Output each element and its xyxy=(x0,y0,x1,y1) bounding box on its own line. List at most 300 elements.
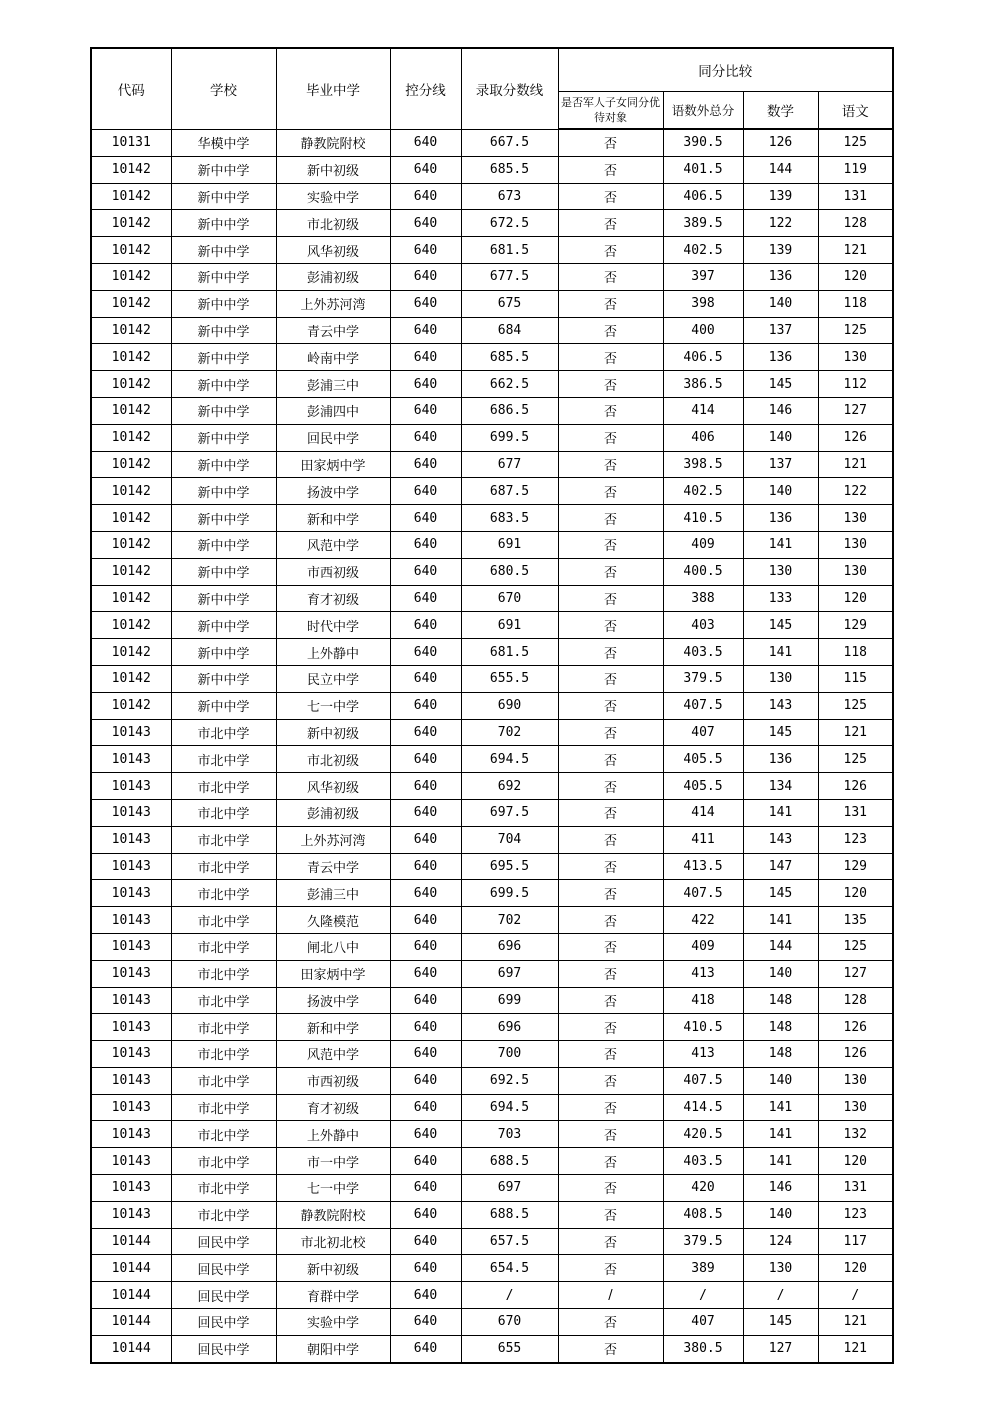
table-row xyxy=(91,746,893,773)
cell-chinese: 126 xyxy=(818,1041,893,1068)
cell-admit-line: 673 xyxy=(461,183,558,210)
cell-chinese: 126 xyxy=(818,424,893,451)
cell-admit-line: 662.5 xyxy=(461,371,558,398)
cell-control-line: 640 xyxy=(390,880,461,907)
table-row xyxy=(91,880,893,907)
table-row xyxy=(91,1335,893,1362)
cell-control-line: 640 xyxy=(390,424,461,451)
cell-middle-school: 扬波中学 xyxy=(276,478,390,505)
header-admit-line: 录取分数线 xyxy=(461,48,558,129)
cell-total: 418 xyxy=(663,987,743,1014)
cell-admit-line: 688.5 xyxy=(461,1148,558,1175)
cell-school: 市北中学 xyxy=(171,1121,276,1148)
cell-control-line: 640 xyxy=(390,826,461,853)
cell-school: 市北中学 xyxy=(171,907,276,934)
cell-total: 422 xyxy=(663,907,743,934)
cell-chinese: 122 xyxy=(818,478,893,505)
cell-admit-line: 704 xyxy=(461,826,558,853)
cell-code: 10143 xyxy=(91,773,171,800)
cell-school: 市北中学 xyxy=(171,933,276,960)
cell-total: 414 xyxy=(663,397,743,424)
cell-chinese: 119 xyxy=(818,156,893,183)
cell-admit-line: 680.5 xyxy=(461,558,558,585)
cell-school: 新中中学 xyxy=(171,183,276,210)
cell-chinese: 121 xyxy=(818,451,893,478)
cell-code: 10142 xyxy=(91,451,171,478)
cell-chinese: 123 xyxy=(818,826,893,853)
cell-total: 398 xyxy=(663,290,743,317)
cell-admit-line: 684 xyxy=(461,317,558,344)
header-school: 学校 xyxy=(171,48,276,129)
cell-middle-school: 彭浦三中 xyxy=(276,880,390,907)
cell-math: 145 xyxy=(743,880,818,907)
cell-math: 144 xyxy=(743,156,818,183)
cell-total: 409 xyxy=(663,933,743,960)
header-code: 代码 xyxy=(91,48,171,129)
header-middle-school: 毕业中学 xyxy=(276,48,390,129)
cell-military: 否 xyxy=(558,692,663,719)
cell-math: 136 xyxy=(743,746,818,773)
cell-admit-line: 675 xyxy=(461,290,558,317)
cell-school: 市北中学 xyxy=(171,1148,276,1175)
cell-admit-line: 702 xyxy=(461,907,558,934)
cell-military: 否 xyxy=(558,317,663,344)
cell-middle-school: 七一中学 xyxy=(276,1175,390,1202)
cell-code: 10143 xyxy=(91,907,171,934)
cell-total: 407.5 xyxy=(663,692,743,719)
cell-chinese: 126 xyxy=(818,773,893,800)
cell-math: 140 xyxy=(743,478,818,505)
cell-chinese: 135 xyxy=(818,907,893,934)
cell-military: / xyxy=(558,1282,663,1309)
cell-code: 10143 xyxy=(91,826,171,853)
cell-code: 10143 xyxy=(91,853,171,880)
cell-chinese: 128 xyxy=(818,987,893,1014)
cell-total: 403.5 xyxy=(663,639,743,666)
cell-math: 144 xyxy=(743,933,818,960)
cell-code: 10142 xyxy=(91,505,171,532)
cell-math: 148 xyxy=(743,1014,818,1041)
cell-total: 406 xyxy=(663,424,743,451)
cell-school: 回民中学 xyxy=(171,1228,276,1255)
cell-chinese: 130 xyxy=(818,344,893,371)
cell-military: 否 xyxy=(558,1175,663,1202)
cell-school: 新中中学 xyxy=(171,210,276,237)
cell-control-line: 640 xyxy=(390,799,461,826)
cell-math: 126 xyxy=(743,129,818,156)
cell-admit-line: 691 xyxy=(461,612,558,639)
cell-military: 否 xyxy=(558,183,663,210)
cell-chinese: 118 xyxy=(818,290,893,317)
cell-military: 否 xyxy=(558,558,663,585)
cell-chinese: 130 xyxy=(818,558,893,585)
table-row xyxy=(91,558,893,585)
cell-military: 否 xyxy=(558,371,663,398)
cell-code: 10142 xyxy=(91,371,171,398)
cell-school: 市北中学 xyxy=(171,1201,276,1228)
cell-total: 407.5 xyxy=(663,1067,743,1094)
cell-code: 10142 xyxy=(91,585,171,612)
cell-admit-line: 702 xyxy=(461,719,558,746)
cell-middle-school: 田家炳中学 xyxy=(276,451,390,478)
cell-code: 10144 xyxy=(91,1309,171,1336)
cell-admit-line: 687.5 xyxy=(461,478,558,505)
cell-middle-school: 市一中学 xyxy=(276,1148,390,1175)
cell-total: 410.5 xyxy=(663,505,743,532)
cell-total: 408.5 xyxy=(663,1201,743,1228)
cell-code: 10142 xyxy=(91,612,171,639)
cell-middle-school: 时代中学 xyxy=(276,612,390,639)
cell-math: 130 xyxy=(743,1255,818,1282)
cell-chinese: 131 xyxy=(818,799,893,826)
cell-military: 否 xyxy=(558,1014,663,1041)
cell-control-line: 640 xyxy=(390,1148,461,1175)
cell-chinese: 129 xyxy=(818,612,893,639)
cell-middle-school: 新中初级 xyxy=(276,156,390,183)
cell-admit-line: 681.5 xyxy=(461,639,558,666)
header-total: 语数外总分 xyxy=(663,92,743,130)
cell-code: 10142 xyxy=(91,639,171,666)
cell-middle-school: 岭南中学 xyxy=(276,344,390,371)
cell-code: 10143 xyxy=(91,719,171,746)
cell-code: 10143 xyxy=(91,1067,171,1094)
table-row xyxy=(91,156,893,183)
cell-chinese: 129 xyxy=(818,853,893,880)
cell-code: 10142 xyxy=(91,210,171,237)
cell-math: 127 xyxy=(743,1335,818,1362)
cell-admit-line: 655.5 xyxy=(461,665,558,692)
cell-military: 否 xyxy=(558,960,663,987)
cell-control-line: 640 xyxy=(390,853,461,880)
cell-chinese: 120 xyxy=(818,880,893,907)
cell-school: 新中中学 xyxy=(171,639,276,666)
cell-code: 10142 xyxy=(91,344,171,371)
cell-math: 124 xyxy=(743,1228,818,1255)
cell-total: 410.5 xyxy=(663,1014,743,1041)
cell-math: 145 xyxy=(743,612,818,639)
cell-admit-line: 655 xyxy=(461,1335,558,1362)
cell-admit-line: 670 xyxy=(461,585,558,612)
cell-control-line: 640 xyxy=(390,773,461,800)
cell-math: 140 xyxy=(743,1067,818,1094)
cell-admit-line: / xyxy=(461,1282,558,1309)
cell-middle-school: 市北初北校 xyxy=(276,1228,390,1255)
cell-middle-school: 彭浦初级 xyxy=(276,799,390,826)
cell-code: 10142 xyxy=(91,263,171,290)
cell-total: 398.5 xyxy=(663,451,743,478)
cell-math: 140 xyxy=(743,290,818,317)
cell-code: 10142 xyxy=(91,531,171,558)
cell-math: 141 xyxy=(743,907,818,934)
cell-chinese: 115 xyxy=(818,665,893,692)
table-row xyxy=(91,129,893,156)
cell-math: 141 xyxy=(743,799,818,826)
header-math: 数学 xyxy=(743,92,818,130)
cell-code: 10144 xyxy=(91,1335,171,1362)
cell-math: 143 xyxy=(743,826,818,853)
cell-school: 新中中学 xyxy=(171,371,276,398)
cell-admit-line: 688.5 xyxy=(461,1201,558,1228)
cell-admit-line: 685.5 xyxy=(461,156,558,183)
cell-math: 141 xyxy=(743,639,818,666)
cell-code: 10143 xyxy=(91,987,171,1014)
cell-middle-school: 朝阳中学 xyxy=(276,1335,390,1362)
cell-chinese: 118 xyxy=(818,639,893,666)
cell-control-line: 640 xyxy=(390,290,461,317)
cell-military: 否 xyxy=(558,1094,663,1121)
cell-school: 市北中学 xyxy=(171,719,276,746)
cell-admit-line: 677.5 xyxy=(461,263,558,290)
cell-middle-school: 上外静中 xyxy=(276,1121,390,1148)
cell-military: 否 xyxy=(558,1228,663,1255)
table-row xyxy=(91,987,893,1014)
cell-middle-school: 新中初级 xyxy=(276,1255,390,1282)
cell-military: 否 xyxy=(558,612,663,639)
cell-math: 139 xyxy=(743,237,818,264)
cell-total: 379.5 xyxy=(663,1228,743,1255)
cell-control-line: 640 xyxy=(390,317,461,344)
cell-control-line: 640 xyxy=(390,1094,461,1121)
cell-control-line: 640 xyxy=(390,505,461,532)
cell-admit-line: 670 xyxy=(461,1309,558,1336)
table-row xyxy=(91,692,893,719)
admission-score-table xyxy=(90,47,894,1364)
cell-control-line: 640 xyxy=(390,478,461,505)
table-row xyxy=(91,853,893,880)
cell-code: 10142 xyxy=(91,558,171,585)
cell-military: 否 xyxy=(558,1201,663,1228)
cell-math: 137 xyxy=(743,317,818,344)
cell-math: 148 xyxy=(743,1041,818,1068)
cell-school: 新中中学 xyxy=(171,237,276,264)
cell-school: 市北中学 xyxy=(171,826,276,853)
cell-math: 146 xyxy=(743,1175,818,1202)
cell-middle-school: 市西初级 xyxy=(276,558,390,585)
cell-middle-school: 久隆模范 xyxy=(276,907,390,934)
cell-military: 否 xyxy=(558,1255,663,1282)
cell-school: 新中中学 xyxy=(171,585,276,612)
cell-control-line: 640 xyxy=(390,1201,461,1228)
cell-admit-line: 667.5 xyxy=(461,129,558,156)
cell-math: 137 xyxy=(743,451,818,478)
cell-military: 否 xyxy=(558,665,663,692)
cell-math: 143 xyxy=(743,692,818,719)
table-row xyxy=(91,531,893,558)
cell-total: 403 xyxy=(663,612,743,639)
cell-math: 136 xyxy=(743,263,818,290)
cell-admit-line: 686.5 xyxy=(461,397,558,424)
cell-military: 否 xyxy=(558,237,663,264)
cell-chinese: 123 xyxy=(818,1201,893,1228)
cell-math: 140 xyxy=(743,424,818,451)
cell-control-line: 640 xyxy=(390,263,461,290)
table-row xyxy=(91,478,893,505)
cell-total: 403.5 xyxy=(663,1148,743,1175)
cell-chinese: 125 xyxy=(818,129,893,156)
cell-admit-line: 695.5 xyxy=(461,853,558,880)
cell-chinese: 126 xyxy=(818,1014,893,1041)
cell-math: / xyxy=(743,1282,818,1309)
cell-chinese: / xyxy=(818,1282,893,1309)
cell-military: 否 xyxy=(558,639,663,666)
table-body xyxy=(91,129,893,1363)
table-row xyxy=(91,344,893,371)
table-row xyxy=(91,639,893,666)
cell-school: 新中中学 xyxy=(171,505,276,532)
cell-school: 新中中学 xyxy=(171,317,276,344)
cell-admit-line: 697 xyxy=(461,1175,558,1202)
cell-middle-school: 静教院附校 xyxy=(276,1201,390,1228)
cell-admit-line: 681.5 xyxy=(461,237,558,264)
cell-military: 否 xyxy=(558,826,663,853)
table-row xyxy=(91,451,893,478)
cell-middle-school: 实验中学 xyxy=(276,183,390,210)
cell-math: 130 xyxy=(743,665,818,692)
cell-control-line: 640 xyxy=(390,692,461,719)
cell-chinese: 127 xyxy=(818,397,893,424)
cell-total: 420.5 xyxy=(663,1121,743,1148)
table-row xyxy=(91,585,893,612)
cell-military: 否 xyxy=(558,505,663,532)
cell-code: 10143 xyxy=(91,933,171,960)
cell-admit-line: 677 xyxy=(461,451,558,478)
cell-code: 10143 xyxy=(91,1014,171,1041)
cell-math: 136 xyxy=(743,505,818,532)
cell-military: 否 xyxy=(558,1041,663,1068)
cell-control-line: 640 xyxy=(390,1309,461,1336)
cell-math: 145 xyxy=(743,719,818,746)
cell-middle-school: 育才初级 xyxy=(276,585,390,612)
cell-admit-line: 690 xyxy=(461,692,558,719)
cell-middle-school: 彭浦初级 xyxy=(276,263,390,290)
cell-admit-line: 694.5 xyxy=(461,1094,558,1121)
cell-admit-line: 699.5 xyxy=(461,880,558,907)
cell-chinese: 121 xyxy=(818,719,893,746)
cell-middle-school: 彭浦三中 xyxy=(276,371,390,398)
cell-code: 10142 xyxy=(91,317,171,344)
cell-control-line: 640 xyxy=(390,451,461,478)
cell-middle-school: 市北初级 xyxy=(276,210,390,237)
cell-code: 10131 xyxy=(91,129,171,156)
cell-math: 145 xyxy=(743,1309,818,1336)
cell-admit-line: 654.5 xyxy=(461,1255,558,1282)
cell-school: 市北中学 xyxy=(171,799,276,826)
cell-total: 405.5 xyxy=(663,773,743,800)
header-military: 是否军人子女同分优待对象 xyxy=(558,92,663,130)
cell-math: 141 xyxy=(743,1094,818,1121)
cell-code: 10142 xyxy=(91,237,171,264)
table-row xyxy=(91,1094,893,1121)
cell-admit-line: 696 xyxy=(461,933,558,960)
cell-school: 市北中学 xyxy=(171,1094,276,1121)
cell-control-line: 640 xyxy=(390,746,461,773)
cell-school: 市北中学 xyxy=(171,746,276,773)
cell-code: 10142 xyxy=(91,290,171,317)
cell-code: 10143 xyxy=(91,1121,171,1148)
cell-school: 市北中学 xyxy=(171,1067,276,1094)
cell-middle-school: 闸北八中 xyxy=(276,933,390,960)
cell-military: 否 xyxy=(558,880,663,907)
cell-control-line: 640 xyxy=(390,210,461,237)
table-row xyxy=(91,424,893,451)
cell-school: 回民中学 xyxy=(171,1255,276,1282)
cell-control-line: 640 xyxy=(390,907,461,934)
cell-math: 139 xyxy=(743,183,818,210)
cell-military: 否 xyxy=(558,451,663,478)
cell-control-line: 640 xyxy=(390,612,461,639)
cell-total: 390.5 xyxy=(663,129,743,156)
table-row xyxy=(91,1309,893,1336)
table-row xyxy=(91,612,893,639)
cell-code: 10144 xyxy=(91,1282,171,1309)
cell-middle-school: 风华初级 xyxy=(276,237,390,264)
cell-math: 130 xyxy=(743,558,818,585)
table-row xyxy=(91,773,893,800)
cell-school: 市北中学 xyxy=(171,880,276,907)
cell-middle-school: 风华初级 xyxy=(276,773,390,800)
cell-school: 新中中学 xyxy=(171,558,276,585)
cell-code: 10143 xyxy=(91,1201,171,1228)
table-row xyxy=(91,1067,893,1094)
cell-school: 新中中学 xyxy=(171,290,276,317)
cell-total: 389 xyxy=(663,1255,743,1282)
cell-school: 市北中学 xyxy=(171,960,276,987)
cell-admit-line: 700 xyxy=(461,1041,558,1068)
cell-math: 146 xyxy=(743,397,818,424)
cell-code: 10142 xyxy=(91,156,171,183)
cell-admit-line: 697 xyxy=(461,960,558,987)
cell-military: 否 xyxy=(558,1335,663,1362)
cell-control-line: 640 xyxy=(390,558,461,585)
cell-control-line: 640 xyxy=(390,1255,461,1282)
cell-total: 407 xyxy=(663,719,743,746)
table-row xyxy=(91,826,893,853)
cell-chinese: 121 xyxy=(818,237,893,264)
cell-total: 420 xyxy=(663,1175,743,1202)
cell-control-line: 640 xyxy=(390,639,461,666)
cell-military: 否 xyxy=(558,585,663,612)
cell-control-line: 640 xyxy=(390,1175,461,1202)
header-control-line: 控分线 xyxy=(390,48,461,129)
cell-control-line: 640 xyxy=(390,719,461,746)
cell-school: 市北中学 xyxy=(171,773,276,800)
cell-code: 10142 xyxy=(91,665,171,692)
cell-school: 新中中学 xyxy=(171,344,276,371)
cell-admit-line: 683.5 xyxy=(461,505,558,532)
cell-middle-school: 市西初级 xyxy=(276,1067,390,1094)
cell-admit-line: 692 xyxy=(461,773,558,800)
cell-math: 136 xyxy=(743,344,818,371)
cell-math: 133 xyxy=(743,585,818,612)
cell-middle-school: 彭浦四中 xyxy=(276,397,390,424)
cell-military: 否 xyxy=(558,746,663,773)
header-chinese: 语文 xyxy=(818,92,893,130)
cell-total: 400 xyxy=(663,317,743,344)
cell-school: 新中中学 xyxy=(171,424,276,451)
cell-military: 否 xyxy=(558,263,663,290)
cell-math: 140 xyxy=(743,1201,818,1228)
cell-middle-school: 青云中学 xyxy=(276,317,390,344)
cell-middle-school: 青云中学 xyxy=(276,853,390,880)
cell-school: 新中中学 xyxy=(171,451,276,478)
cell-military: 否 xyxy=(558,397,663,424)
cell-admit-line: 699 xyxy=(461,987,558,1014)
cell-middle-school: 上外静中 xyxy=(276,639,390,666)
cell-chinese: 125 xyxy=(818,692,893,719)
cell-control-line: 640 xyxy=(390,1041,461,1068)
cell-school: 市北中学 xyxy=(171,1014,276,1041)
cell-military: 否 xyxy=(558,531,663,558)
